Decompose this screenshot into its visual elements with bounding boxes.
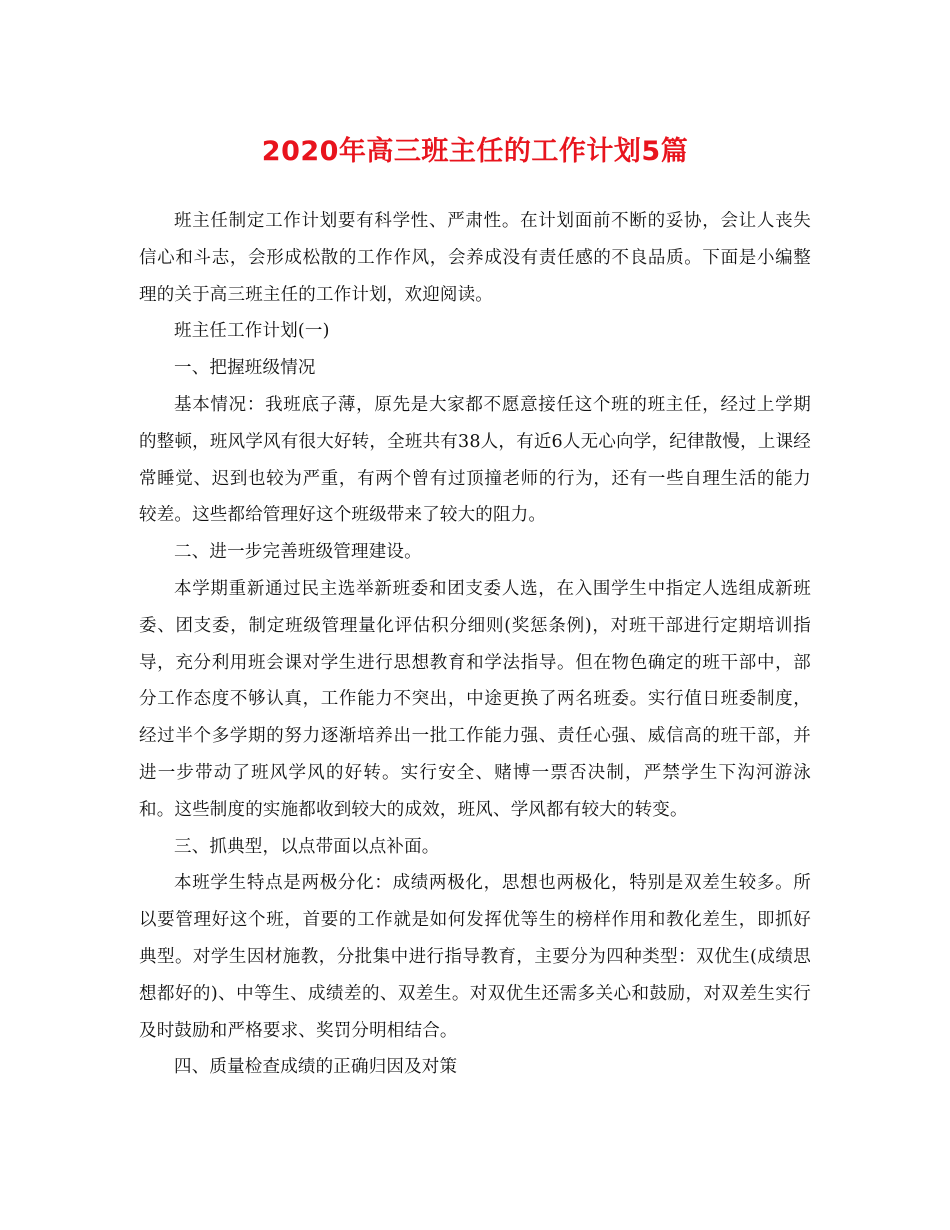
- section-heading-quality-check: 四、质量检查成绩的正确归因及对策: [174, 1057, 458, 1078]
- section-heading-class-management: 二、进一步完善班级管理建设。: [174, 542, 422, 563]
- intro-paragraph: 班主任制定工作计划要有科学性、严肃性。在计划面前不断的妥协，会让人丧失信心和斗志，会形成松散的工作作风，会养成没有责任感的不良品质。下面是小编整理的关于高三班主任的工作计划，欢迎阅读。: [139, 211, 811, 305]
- document-body: [139, 203, 811, 1086]
- paragraph-class-management: 本学期重新通过民主选举新班委和团支委人选，在入围学生中指定人选组成新班委、团支委，制定班级管理量化评估积分细则(奖惩条例)，对班干部进行定期培训指导，充分利用班会课对学生进行思想教育和学法指导。但在物色确定的班干部中，部分工作态度不够认真，工作能力不突出，中途更换了两名班委。实行值日班委制度，经过半个多学期的努力逐渐培养出一批工作能力强、责任心强、威信高的班干部，并进一步带动了班风学风的好转。实行安全、赌博一票否决制，严禁学生下沟河游泳和。这些制度的实施都收到较大的成效，班风、学风都有较大的转变。: [139, 578, 811, 820]
- paragraph-basic-situation: 基本情况：我班底子薄，原先是大家都不愿意接任这个班的班主任，经过上学期的整顿，班风学风有很大好转，全班共有38人，有近6人无心向学，纪律散慢，上课经常睡觉、迟到也较为严重，有两个曾有过顶撞老师的行为，还有一些自理生活的能力较差。这些都给管理好这个班级带来了较大的阻力。: [139, 394, 811, 526]
- paragraph-typical-examples: 本班学生特点是两极分化：成绩两极化，思想也两极化，特别是双差生较多。所以要管理好这个班，首要的工作就是如何发挥优等生的榜样作用和教化差生，即抓好典型。对学生因材施教，分批集中进行指导教育，主要分为四种类型：双优生(成绩思想都好的)、中等生、成绩差的、双差生。对双优生还需多关心和鼓励，对双差生实行及时鼓励和严格要求、奖罚分明相结合。: [139, 873, 811, 1041]
- document-title: 2020年高三班主任的工作计划5篇: [261, 136, 689, 167]
- section-heading-plan-1: 班主任工作计划(一): [174, 321, 330, 342]
- section-heading-class-situation: 一、把握班级情况: [174, 358, 316, 379]
- section-heading-typical-examples: 三、抓典型，以点带面以点补面。: [174, 836, 440, 857]
